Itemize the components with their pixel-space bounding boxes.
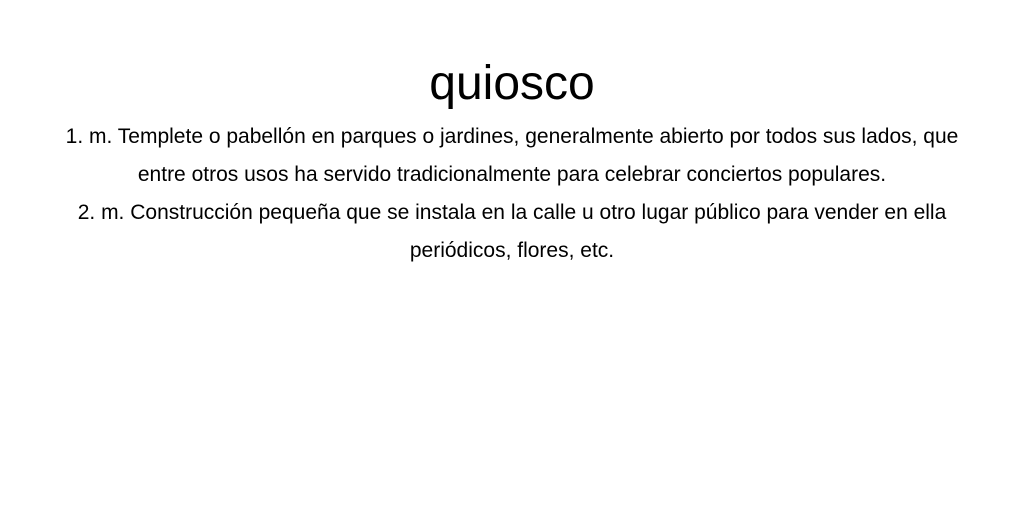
definition-1: 1. m. Templete o pabellón en parques o jardines, generalmente abierto por todos sus lados, que entre otros usos ha servido tradicionalmente para celebrar conciertos populares. <box>65 125 959 186</box>
headword: quiosco <box>429 57 595 110</box>
definition-2: 2. m. Construcción pequeña que se instala en la calle u otro lugar público para vender en ella periódicos, flores, etc. <box>77 201 947 262</box>
definitions-list <box>47 118 977 270</box>
